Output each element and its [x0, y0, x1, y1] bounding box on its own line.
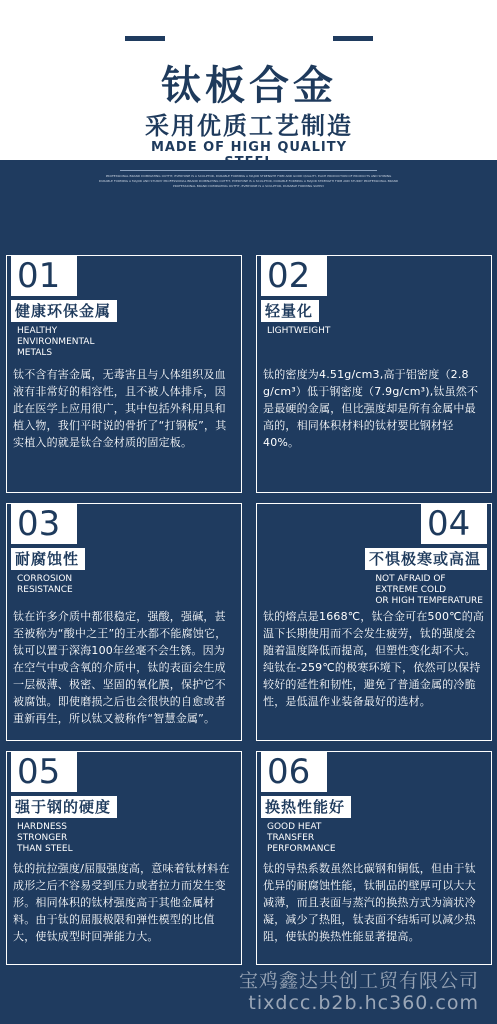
feature-title: 轻量化 — [261, 300, 319, 322]
feature-number: 03 — [11, 504, 77, 544]
feature-number: 02 — [261, 256, 327, 296]
page-header — [0, 0, 497, 160]
feature-subtitle-en: CORROSION RESISTANCE — [17, 574, 73, 595]
feature-description: 钛的密度为4.51g/cm3,高于铝密度（2.8 g/cm³）低于钢密度（7.9g/cm³),钛虽然不是最硬的金属，但比强度却是所有金属中最高的，相同体积材料的钛材要比钢材轻40%。 — [263, 368, 479, 449]
feature-title: 不惧极寒或高温 — [365, 548, 487, 570]
feature-card-01 — [6, 255, 242, 493]
page-subtitle: 采用优质工艺制造 — [145, 112, 353, 140]
feature-description: 钛在许多介质中都很稳定，强酸，强碱，甚至被称为“酸中之王”的王水都不能腐蚀它，钛可以置于深海100年丝毫不会生锈。因为在空气中或含氧的介质中，钛的表面会生成一层极薄、极密、坚固的氧化膜，保护它不被腐蚀。即使磨损之后也会很快的自愈或者重新再生，所以钛又被称作“智慧金属”。 — [13, 610, 227, 725]
feature-number: 01 — [11, 256, 77, 296]
watermark-url: tixdcc.b2b.hc360.com — [248, 992, 479, 1014]
fine-print-1: PROFESSIONAL BRAND DOMINATING OUTFIT, EVERYONE IS A SCULPTOR, DURABLE FORMING A MAJOR STRENGTH FIRM AND GOOD QUALITY, EACH PRODUCTION OF PRODUCTS AND SHINING — [105, 174, 392, 178]
page-subtitle-en: MADE OF HIGH QUALITY — [150, 140, 348, 155]
watermark — [239, 970, 479, 1014]
fine-print-2: DURABLE FORMING A MAJOR AND STURDY PROFESSIONAL BRAND DOMINATING OUTFIT, EVERYONE IS A SCULPTOR, DURABLE FORMING A MAJOR STRENGTH FIRM AND STURDY PROFESSIONAL BRAND — [98, 179, 399, 183]
feature-subtitle-en: HEALTHY ENVIRONMENTAL METALS — [17, 326, 95, 358]
feature-description: 钛不含有害金属，无毒害且与人体组织及血液有非常好的相容性，且不被人体排斥，因此在医学上应用很广，其中包括外科用具和植入物，我们平时说的骨折了“打钢板”，其实植入的就是钛合金材质的固定板。 — [13, 368, 227, 449]
feature-card-05 — [6, 751, 242, 965]
feature-number: 04 — [421, 504, 487, 544]
fine-print-3: PROFESSIONAL BRAND DOMINATING OUTFIT, EVERYONE IS A SCULPTOR, DURABLE FORMING SUPPLY — [172, 184, 325, 188]
title-frame — [125, 36, 373, 160]
feature-title: 强于钢的硬度 — [11, 796, 117, 818]
decorative-band — [0, 160, 497, 230]
feature-description: 钛的导热系数虽然比碳钢和铜低，但由于钛优异的耐腐蚀性能，钛制品的壁厚可以大大减薄，而且表面与蒸汽的换热方式为滴状冷凝，减少了热阻，钛表面不结垢可以减少热阻，使钛的换热性能显著提高。 — [263, 862, 476, 943]
page-title: 钛板合金 — [161, 63, 337, 109]
feature-card-02 — [256, 255, 492, 493]
feature-title: 耐腐蚀性 — [11, 548, 85, 570]
feature-title: 健康环保金属 — [11, 300, 117, 322]
feature-title: 换热性能好 — [261, 796, 351, 818]
watermark-company: 宝鸡鑫达共创工贸有限公司 — [238, 970, 479, 992]
feature-description: 钛的抗拉强度/屈服强度高，意味着钛材料在成形之后不容易受到压力或者拉力而发生变形。相同体积的钛材强度高于其他金属材料。由于钛的屈服极限和弹性模型的比值大，使钛成型时回弹能力大。 — [13, 862, 230, 943]
feature-subtitle-en: HARDNESS STRONGER THAN STEEL — [17, 822, 73, 854]
feature-number: 06 — [261, 752, 327, 792]
feature-number: 05 — [11, 752, 77, 792]
feature-subtitle-en: NOT AFRAID OF EXTREME COLD OR HIGH TEMPERATURE — [375, 574, 483, 606]
band-divider-top — [120, 170, 377, 171]
feature-description: 钛的熔点是1668℃，钛合金可在500℃的高温下长期使用而不会发生疲劳，钛的强度会随着温度降低而提高，但塑性变化却不大。纯钛在-259℃的极寒环境下，依然可以保持较好的延性和韧性，避免了普通金属的冷脆性，是低温作业装备最好的选材。 — [263, 610, 485, 708]
feature-subtitle-en: LIGHTWEIGHT — [267, 326, 331, 336]
feature-card-04 — [256, 503, 492, 741]
feature-subtitle-en: GOOD HEAT TRANSFER PERFORMANCE — [267, 822, 336, 854]
feature-card-03 — [6, 503, 242, 741]
feature-card-06 — [256, 751, 492, 965]
